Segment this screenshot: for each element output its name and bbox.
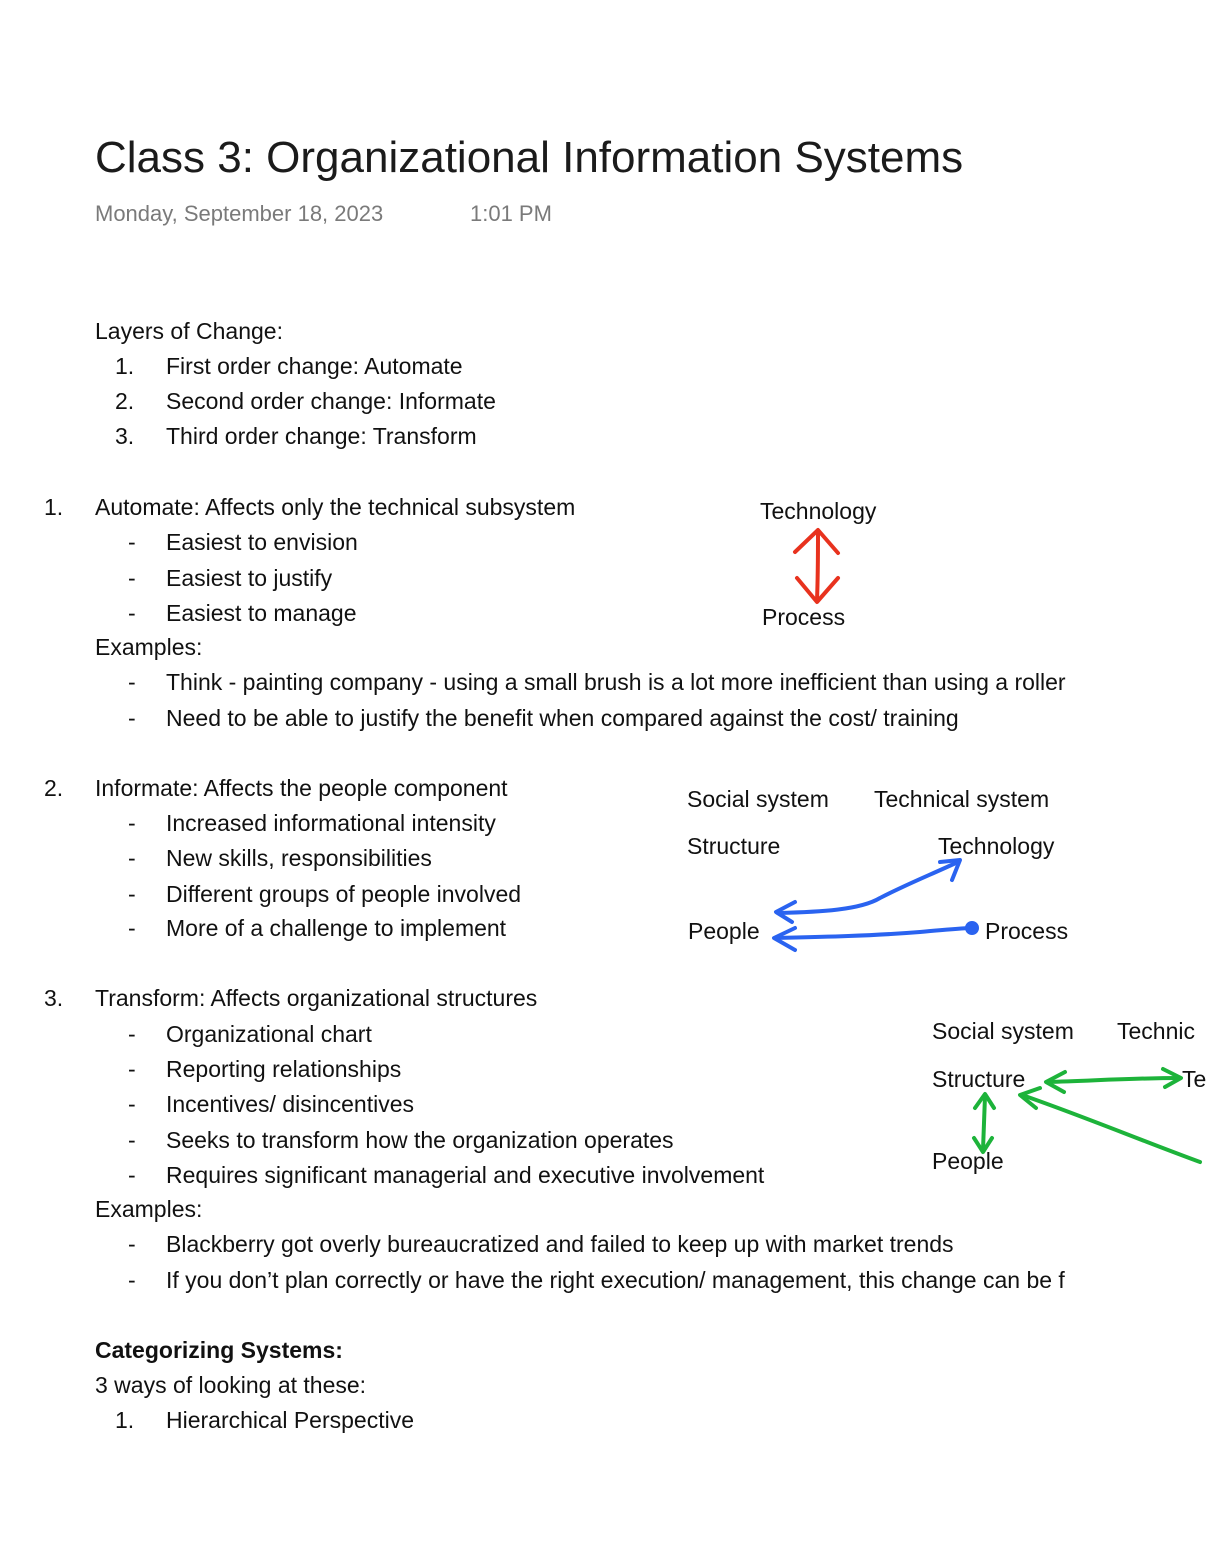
- section-num: 3.: [44, 985, 64, 1011]
- bullet-dash: -: [128, 810, 136, 836]
- layers-heading: Layers of Change:: [95, 318, 283, 344]
- layers-item-num: 3.: [115, 423, 135, 449]
- diagram3-technical-system-label: Technic: [1117, 1018, 1195, 1044]
- bullet-dash: -: [128, 1162, 136, 1188]
- diagram2-social-system-label: Social system: [687, 786, 829, 812]
- bullet-dash: -: [128, 881, 136, 907]
- red-double-arrow: [795, 530, 838, 602]
- transform-example: If you don’t plan correctly or have the right execution/ management, this change can be f: [166, 1267, 1065, 1293]
- section-num: 2.: [44, 775, 64, 801]
- bullet-dash: -: [128, 1091, 136, 1117]
- diagram3-structure-label: Structure: [932, 1066, 1026, 1092]
- bullet-dash: -: [128, 565, 136, 591]
- diagram2-process-label: Process: [985, 918, 1069, 944]
- diagram2-technical-system-label: Technical system: [874, 786, 1050, 812]
- diagram3-social-system-label: Social system: [932, 1018, 1074, 1044]
- diagram1-process-label: Process: [762, 604, 846, 630]
- transform-bullet: Requires significant managerial and executive involvement: [166, 1162, 765, 1188]
- bullet-dash: -: [128, 529, 136, 555]
- informate-bullet: New skills, responsibilities: [166, 845, 432, 871]
- transform-heading: Transform: Affects organizational structures: [95, 985, 538, 1011]
- bullet-dash: -: [128, 1056, 136, 1082]
- transform-bullet: Seeks to transform how the organization operates: [166, 1127, 674, 1153]
- categorizing-heading: Categorizing Systems:: [95, 1337, 343, 1363]
- note-date: Monday, September 18, 2023: [95, 201, 384, 226]
- informate-bullet: Increased informational intensity: [166, 810, 496, 836]
- automate-bullet: Easiest to manage: [166, 600, 357, 626]
- layers-item: Second order change: Informate: [166, 388, 496, 414]
- diagram2-structure-label: Structure: [687, 833, 781, 859]
- bullet-dash: -: [128, 1231, 136, 1257]
- automate-bullet: Easiest to envision: [166, 529, 358, 555]
- bullet-dash: -: [128, 1267, 136, 1293]
- bullet-dash: -: [128, 845, 136, 871]
- transform-bullet: Reporting relationships: [166, 1056, 402, 1082]
- transform-bullet: Organizational chart: [166, 1021, 372, 1047]
- bullet-dash: -: [128, 1021, 136, 1047]
- automate-heading: Automate: Affects only the technical subsystem: [95, 494, 576, 520]
- automate-example: Need to be able to justify the benefit when compared against the cost/ training: [166, 705, 959, 731]
- bullet-dash: -: [128, 669, 136, 695]
- bullet-dash: -: [128, 705, 136, 731]
- layers-item: First order change: Automate: [166, 353, 463, 379]
- categorizing-item-num: 1.: [115, 1407, 135, 1433]
- diagram1-technology-label: Technology: [760, 498, 877, 524]
- transform-example: Blackberry got overly bureaucratized and failed to keep up with market trends: [166, 1231, 954, 1257]
- diagram2-technology-label: Technology: [938, 833, 1055, 859]
- layers-item: Third order change: Transform: [166, 423, 477, 449]
- page-title: Class 3: Organizational Information Systems: [95, 133, 964, 182]
- bullet-dash: -: [128, 915, 136, 941]
- diagram2-people-label: People: [688, 918, 760, 944]
- informate-heading: Informate: Affects the people component: [95, 775, 508, 801]
- bullet-dash: -: [128, 1127, 136, 1153]
- categorizing-item: Hierarchical Perspective: [166, 1407, 414, 1433]
- diagram3-people-label: People: [932, 1148, 1004, 1174]
- automate-example: Think - painting company - using a small brush is a lot more inefficient than using a roller: [166, 669, 1066, 695]
- bullet-dash: -: [128, 600, 136, 626]
- layers-item-num: 2.: [115, 388, 135, 414]
- automate-examples-label: Examples:: [95, 634, 203, 660]
- informate-bullet: Different groups of people involved: [166, 881, 522, 907]
- blue-arrows: [774, 860, 977, 950]
- categorizing-intro: 3 ways of looking at these:: [95, 1372, 367, 1398]
- transform-examples-label: Examples:: [95, 1196, 203, 1222]
- automate-bullet: Easiest to justify: [166, 565, 333, 591]
- informate-bullet: More of a challenge to implement: [166, 915, 507, 941]
- section-num: 1.: [44, 494, 64, 520]
- note-time: 1:01 PM: [470, 201, 552, 226]
- layers-item-num: 1.: [115, 353, 135, 379]
- diagram3-technology-label: Te: [1182, 1066, 1206, 1092]
- transform-bullet: Incentives/ disincentives: [166, 1091, 415, 1117]
